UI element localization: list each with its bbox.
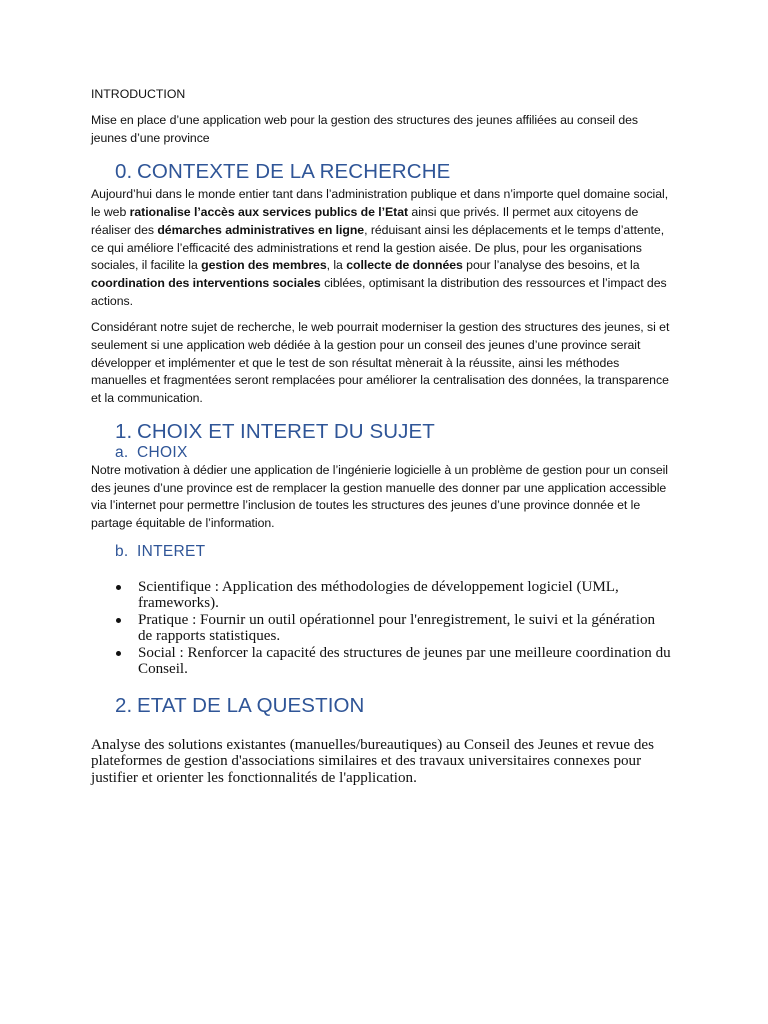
section-2-text: Analyse des solutions existantes (manuelles/bureautiques) au Conseil des Jeunes et revue des plateformes de gestion d'associations similaires et des travaux universitaires connexes pour justifier et orienter les fonctionnalités de l'application. (91, 736, 654, 786)
text-run: , la (326, 258, 347, 273)
list-item (91, 579, 673, 612)
text-run: , réduisant ainsi les déplacements et le temps d’attente, ce qui améliore l’efficacité des administrations et rend la gestion aisée. De plus, pour les organisations sociales, il facilite la (91, 222, 665, 273)
subsection-a-number: a. (115, 443, 129, 461)
document-page (91, 86, 673, 786)
section-0-heading (91, 160, 673, 184)
subsection-b-title: INTERET (137, 542, 206, 560)
section-1-title: CHOIX ET INTERET DU SUJET (137, 419, 435, 443)
bold-run: coordination des interventions sociales (91, 275, 321, 290)
intro-subject: Mise en place d’une application web pour la gestion des structures des jeunes affiliées au conseil des jeunes d’une province (91, 113, 639, 145)
section-0-title: CONTEXTE DE LA RECHERCHE (137, 160, 451, 184)
bold-run: collecte de données (346, 258, 463, 273)
section-2-heading (91, 694, 673, 718)
bullet-icon (116, 651, 121, 656)
text-run: ainsi que privés. Il permet aux citoyens de réaliser des (91, 205, 639, 237)
intro-label: INTRODUCTION (91, 87, 186, 101)
section-0-paragraph-1 (91, 186, 673, 310)
section-2-title: ETAT DE LA QUESTION (137, 693, 365, 717)
bold-run: rationalise l’accès aux services publics de l’Etat (129, 205, 409, 220)
text-run: Aujourd’hui dans le monde entier tant dans l’administration publique et dans n’importe quel domaine social, le web (91, 187, 669, 220)
interet-bullet-list (91, 579, 673, 678)
list-item (91, 645, 673, 678)
subsection-b-heading (91, 543, 673, 561)
subsection-a-heading (91, 444, 673, 462)
bullet-icon (116, 585, 121, 590)
bold-run: démarches administratives en ligne (157, 222, 365, 237)
text-run: pour l’analyse des besoins, et la (462, 258, 640, 273)
section-0-paragraph-2: Considérant notre sujet de recherche, le web pourrait moderniser la gestion des structures des jeunes, si et seulement si une application web dédiée à la gestion pour un conseil des jeunes d’une province serait développer et implémenter et que le test de son résultat mènerait à la réussite, ainsi les méthodes manuelles et fragmentées seront remplacées pour améliorer la centralisation des données, la transparence et la communication. (91, 320, 670, 406)
section-0-number: 0. (115, 160, 133, 184)
list-item (91, 612, 673, 645)
subsection-b-number: b. (115, 542, 129, 560)
subsection-a-text: Notre motivation à dédier une application de l’ingénierie logicielle à un problème de gestion pour un conseil des jeunes d’une province est de remplacer la gestion manuelle des donner par une application accessible via l’internet pour permettre l’inclusion de toutes les structures des jeunes d’une province donnée et le partage équitable de l’information. (91, 462, 668, 530)
bold-run: gestion des membres (201, 258, 327, 273)
section-2-number: 2. (115, 693, 133, 717)
section-1-heading (91, 420, 673, 444)
bullet-icon (116, 618, 121, 623)
section-1-number: 1. (115, 419, 133, 443)
subsection-a-title: CHOIX (137, 443, 188, 461)
text-run: ciblées, optimisant la distribution des ressources et l’impact des actions. (91, 275, 667, 308)
list-item-text: Social : Renforcer la capacité des structures de jeunes par une meilleure coordination du Conseil. (138, 644, 671, 678)
list-item-text: Pratique : Fournir un outil opérationnel pour l'enregistrement, le suivi et la génération de rapports statistiques. (138, 611, 656, 645)
list-item-text: Scientifique : Application des méthodologies de développement logiciel (UML, frameworks). (138, 578, 619, 612)
